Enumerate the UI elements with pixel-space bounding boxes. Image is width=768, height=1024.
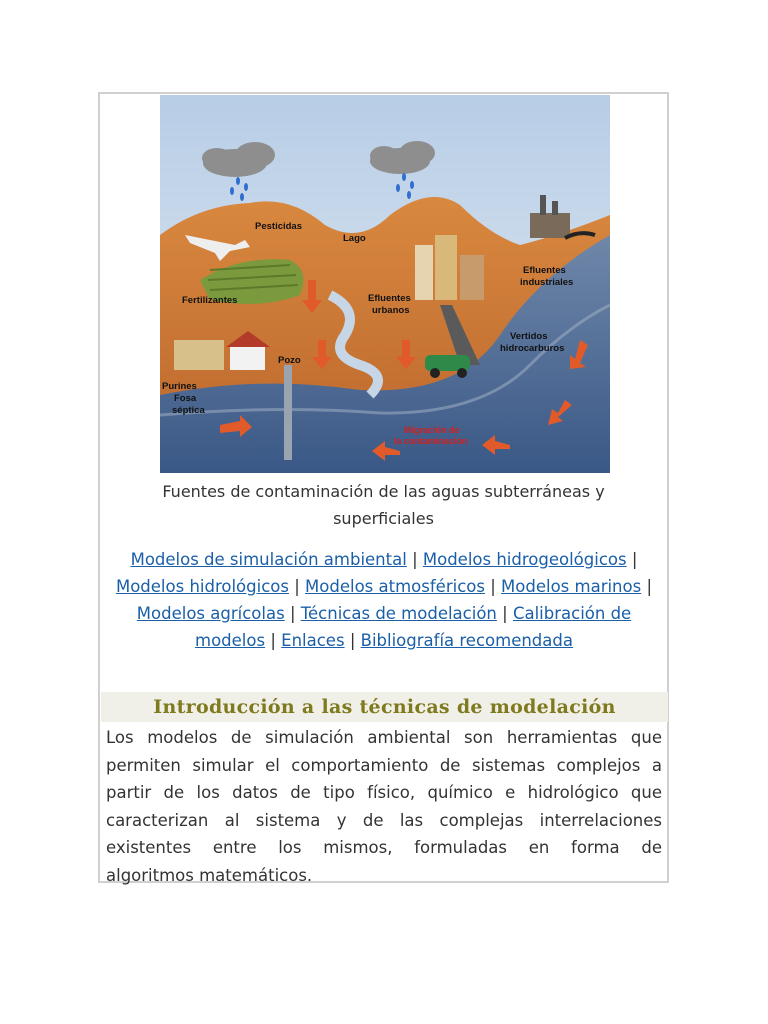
contamination-diagram bbox=[160, 95, 610, 473]
link-separator: | bbox=[490, 577, 496, 596]
intro-paragraph bbox=[106, 724, 662, 889]
link-modelos-atmosfericos[interactable]: Modelos atmosféricos bbox=[305, 577, 485, 596]
link-modelos-simulacion-ambiental[interactable]: Modelos de simulación ambiental bbox=[130, 550, 407, 569]
link-separator: | bbox=[502, 604, 508, 623]
link-separator: | bbox=[349, 631, 356, 650]
intro-line: algoritmos matemáticos. bbox=[106, 865, 313, 885]
link-separator: | bbox=[294, 577, 300, 596]
label-efluentes-urbanos: Efluentes bbox=[368, 293, 411, 304]
label-fertilizantes: Fertilizantes bbox=[182, 295, 238, 306]
caption-line: superficiales bbox=[333, 509, 434, 528]
section-title: Introducción a las técnicas de modelación bbox=[101, 692, 668, 722]
intro-line: permiten simular el comportamiento de sistemas complejos a bbox=[106, 755, 662, 775]
link-enlaces[interactable]: Enlaces bbox=[281, 631, 345, 650]
label-pesticidas: Pesticidas bbox=[255, 221, 302, 232]
intro-line: caracterizan al sistema y de las complejas interrelaciones bbox=[106, 810, 662, 830]
content-box bbox=[98, 92, 669, 883]
link-separator: | bbox=[631, 550, 638, 569]
label-efluentes-industriales: Efluentes bbox=[523, 265, 566, 276]
label-septica: séptica bbox=[172, 405, 205, 416]
link-separator: | bbox=[646, 577, 653, 596]
link-tecnicas-modelacion[interactable]: Técnicas de modelación bbox=[300, 604, 497, 623]
intro-line: partir de los datos de tipo físico, químico e hidrológico que bbox=[106, 783, 662, 802]
link-modelos-marinos[interactable]: Modelos marinos bbox=[501, 577, 642, 596]
label-fosa: Fosa bbox=[174, 393, 197, 404]
intro-line: existentes entre los mismos, formuladas en forma de bbox=[106, 838, 662, 857]
label-lago: Lago bbox=[343, 233, 366, 244]
link-modelos-hidrologicos[interactable]: Modelos hidrológicos bbox=[115, 577, 289, 596]
label-pozo: Pozo bbox=[278, 355, 301, 366]
figure-caption bbox=[100, 478, 667, 532]
label-efluentes-urbanos-2: urbanos bbox=[372, 305, 410, 316]
link-modelos-hidrogeologicos[interactable]: Modelos hidrogeológicos bbox=[422, 550, 627, 569]
label-vertidos-2: hidrocarburos bbox=[500, 343, 565, 354]
link-separator: | bbox=[289, 604, 296, 623]
link-calibracion-modelos[interactable]: Calibración de modelos bbox=[195, 604, 632, 650]
label-efluentes-industriales-2: industriales bbox=[520, 277, 574, 288]
intro-line: Los modelos de simulación ambiental son herramientas que bbox=[106, 728, 662, 747]
label-migracion-2: la contaminación bbox=[394, 436, 468, 446]
model-links-nav bbox=[106, 546, 662, 654]
link-bibliografia-recomendada[interactable]: Bibliografía recomendada bbox=[360, 631, 573, 650]
link-separator: | bbox=[270, 631, 276, 650]
label-purines: Purines bbox=[162, 381, 197, 392]
well-icon bbox=[284, 365, 292, 460]
link-modelos-agricolas[interactable]: Modelos agrícolas bbox=[136, 604, 285, 623]
label-migracion: Migración de bbox=[404, 425, 460, 435]
label-vertidos: Vertidos bbox=[510, 331, 548, 342]
link-separator: | bbox=[412, 550, 418, 569]
caption-line: Fuentes de contaminación de las aguas subterráneas y bbox=[162, 482, 605, 501]
contamination-diagram-svg bbox=[160, 95, 610, 473]
